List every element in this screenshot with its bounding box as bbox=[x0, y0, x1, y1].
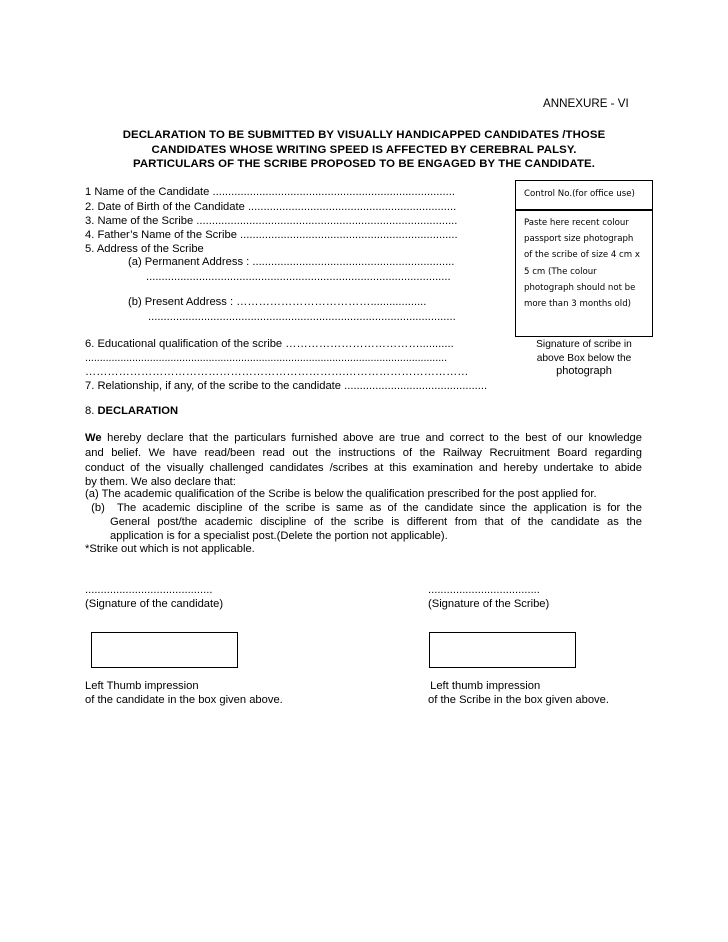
signature-caption-line: Signature of scribe in bbox=[536, 339, 632, 350]
scribe-thumb-label-2: of the Scribe in the box given above. bbox=[428, 694, 609, 706]
field-permanent-address[interactable]: (a) Permanent Address : ................................................................. bbox=[128, 256, 455, 268]
scribe-signature-caption bbox=[515, 338, 653, 379]
declaration-text: hereby declare that the particulars furnished above are true and correct to the best of our knowledge bbox=[101, 432, 642, 444]
field-father-name[interactable]: 4. Father’s Name of the Scribe ...................................................................... bbox=[85, 229, 458, 241]
field-present-address-cont[interactable]: ................................................................................................... bbox=[148, 311, 456, 323]
candidate-thumb-box[interactable] bbox=[91, 632, 238, 668]
field-present-address[interactable]: (b) Present Address : ……………………………….................. bbox=[128, 296, 427, 308]
heading-line-1: DECLARATION TO BE SUBMITTED BY VISUALLY HANDICAPPED CANDIDATES /THOSE bbox=[122, 129, 606, 141]
field-permanent-address-cont[interactable]: .................................................................................................. bbox=[146, 271, 451, 283]
control-number-box bbox=[515, 180, 653, 211]
field-qualification[interactable]: 6. Educational qualification of the scribe ………………………………........... bbox=[85, 338, 454, 350]
scribe-thumb-label-1: Left thumb impression bbox=[427, 680, 541, 692]
scribe-thumb-box[interactable] bbox=[429, 632, 576, 668]
photograph-instructions bbox=[524, 215, 640, 312]
field-dob-candidate[interactable]: 2. Date of Birth of the Candidate ................................................................... bbox=[85, 201, 457, 213]
declaration-line-1 bbox=[85, 431, 642, 446]
field-name-candidate[interactable]: 1 Name of the Candidate .............................................................................. bbox=[85, 186, 455, 198]
field-name-scribe[interactable]: 3. Name of the Scribe .................................................................................... bbox=[85, 215, 458, 227]
scribe-signature-label: (Signature of the Scribe) bbox=[428, 598, 550, 610]
annexure-label: ANNEXURE - VI bbox=[543, 97, 629, 110]
declaration-line-2: and belief. We have read/been read out the instructions of the Railway Recruitment Board regarding bbox=[85, 447, 642, 459]
photo-instruction-line: 5 cm (The colour bbox=[524, 266, 597, 277]
photo-instruction-line: of the scribe of size 4 cm x bbox=[524, 250, 640, 261]
declaration-item-a: (a) The academic qualification of the Scribe is below the qualification prescribed for the post applied for. bbox=[85, 488, 597, 500]
candidate-signature-line[interactable]: ......................................... bbox=[85, 584, 213, 596]
signature-caption-line: photograph bbox=[556, 365, 612, 377]
scribe-signature-line[interactable]: .................................... bbox=[428, 584, 540, 596]
photo-instruction-line: Paste here recent colour bbox=[524, 218, 629, 228]
photograph-box[interactable] bbox=[515, 209, 653, 337]
control-number-label: Control No.(for office use) bbox=[524, 189, 635, 199]
photo-instruction-line: photograph should not be bbox=[524, 282, 636, 293]
heading-line-3: PARTICULARS OF THE SCRIBE PROPOSED TO BE ENGAGED BY THE CANDIDATE. bbox=[132, 158, 596, 170]
signature-caption-line: above Box below the bbox=[536, 352, 632, 364]
declaration-line-4: by them. We also declare that: bbox=[85, 476, 236, 488]
declaration-item-b-line-2: General post/the academic discipline of the scribe is different from that of the candidate as the bbox=[110, 516, 642, 528]
declaration-we: We bbox=[85, 432, 102, 444]
strike-out-note: *Strike out which is not applicable. bbox=[85, 543, 255, 555]
field-address-label: 5. Address of the Scribe bbox=[85, 243, 204, 255]
photo-instruction-line: more than 3 months old) bbox=[524, 299, 632, 310]
candidate-thumb-label-1: Left Thumb impression bbox=[85, 680, 199, 692]
heading-line-2: CANDIDATES WHOSE WRITING SPEED IS AFFECTED BY CEREBRAL PALSY. bbox=[151, 144, 577, 156]
field-qualification-cont-2[interactable]: …………………………………………………………….…………………………… bbox=[85, 366, 469, 378]
declaration-line-3: conduct of the visually challenged candidates /scribes at this examination and hereby undertake to abide bbox=[85, 462, 642, 474]
candidate-signature-label: (Signature of the candidate) bbox=[85, 598, 224, 610]
field-relationship[interactable]: 7. Relationship, if any, of the scribe to the candidate .............................................. bbox=[85, 380, 488, 392]
photo-instruction-line: passport size photograph bbox=[524, 234, 634, 245]
declaration-item-b-line-3: application is for a specialist post.(Delete the portion not applicable). bbox=[110, 530, 448, 542]
field-qualification-cont-1[interactable]: ........................................................................................................................... bbox=[85, 352, 448, 364]
declaration-title: DECLARATION bbox=[97, 405, 179, 417]
candidate-thumb-label-2: of the candidate in the box given above. bbox=[85, 694, 283, 706]
declaration-item-b-line-1: (b) The academic discipline of the scribe is same as of the candidate since the application is for the bbox=[85, 502, 642, 514]
declaration-heading bbox=[85, 405, 178, 417]
declaration-number: 8. bbox=[85, 405, 98, 417]
